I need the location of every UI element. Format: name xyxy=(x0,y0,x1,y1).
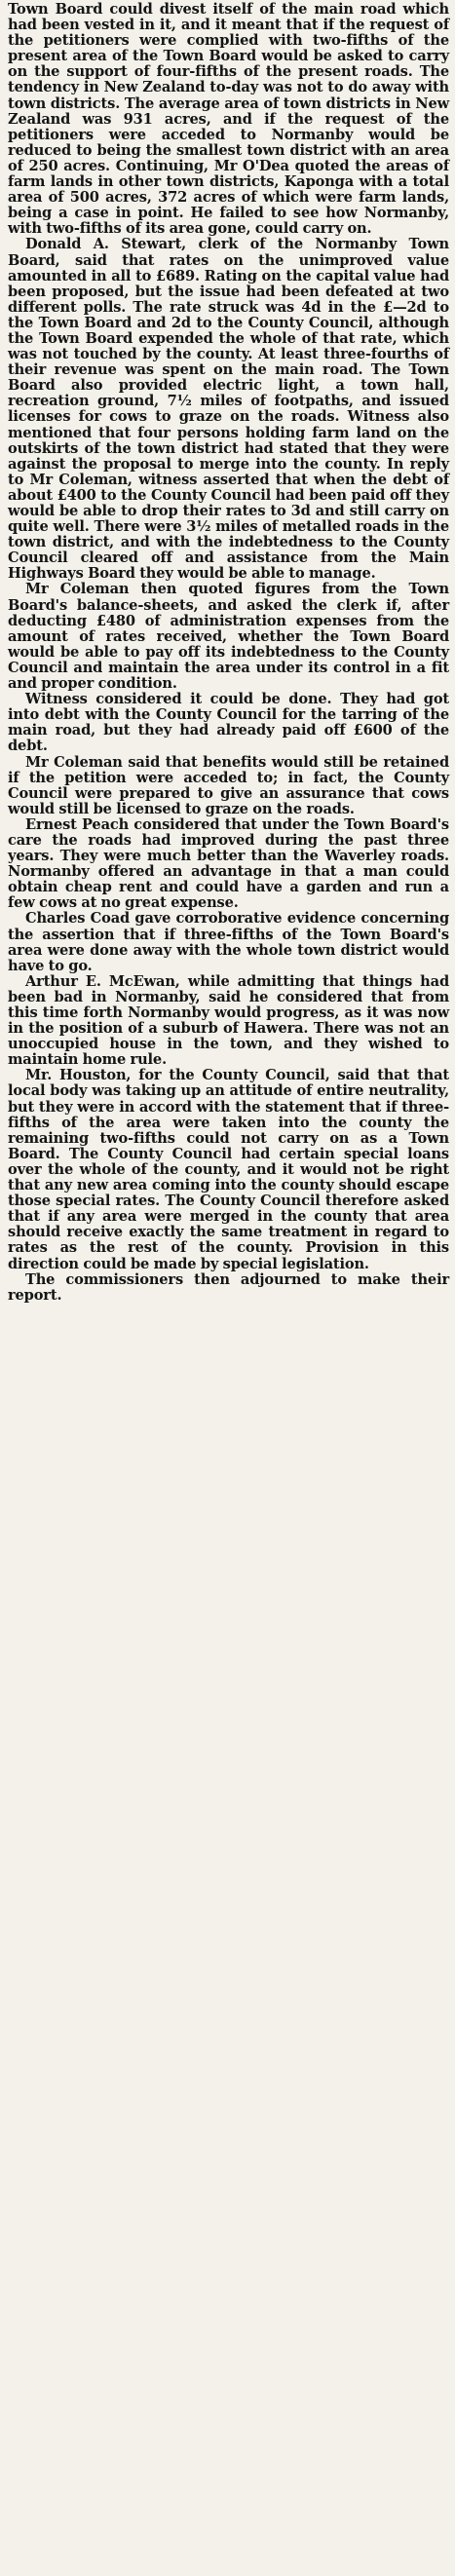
article-paragraph: Donald A. Stewart, clerk of the Normanby Town Board, said that rates on the unimproved value amounted in all to £689. Rating on the capital value had been proposed, but the issue had been defeated at two different polls. The rate struck was 4d in the £—2d to the Town Board and 2d to the County Council, although the Town Board expended the whole of that rate, which was not touched by the county. At least three-fourths of their revenue was spent on the main road. The Town Board also provided electric light, a town hall, recreation ground, 7½ miles of footpaths, and issued licenses for cows to graze on the roads. Witness also mentioned that four persons holding farm land on the outskirts of the town district had stated that they were against the proposal to merge into the county. In reply to Mr Coleman, witness asserted that when the debt of about £400 to the County Council had been paid off they would be able to drop their rates to 3d and still carry on quite well. There were 3½ miles of metalled roads in the town district, and with the indebtedness to the County Council cleared off and assistance from the Main Highways Board they would be able to manage. xyxy=(8,236,449,583)
article-paragraph: Mr. Houston, for the County Council, said that that local body was taking up an attitude of entire neutrality, but they were in accord with the statement that if three-fifths of the area were taken into the county the remaining two-fifths could not carry on as a Town Board. The County Council had certain special loans over the whole of the county, and it would not be right that any new area coming into the county should escape those special rates. The County Council therefore asked that if any area were merged in the county that area should receive exactly the same treatment in regard to rates as the rest of the county. Provision in this direction could be made by special legislation. xyxy=(8,1067,449,1272)
article-paragraph: Witness considered it could be done. They had got into debt with the County Council for the tarring of the main road, but they had already paid off £600 of the debt. xyxy=(8,691,449,755)
article-paragraph: Arthur E. McEwan, while admitting that things had been bad in Normanby, said he considered that from this time forth Normanby would progress, as it was now in the position of a suburb of Hawera. There was not an unoccupied house in the town, and they wished to maintain home rule. xyxy=(8,972,449,1069)
article-paragraph: The commissioners then adjourned to make their report. xyxy=(8,1270,449,1304)
article-paragraph: Mr Coleman said that benefits would still be retained if the petition were acceded to; in fact, the County Council were prepared to give an assurance that cows would still be licensed to graze on the roads. xyxy=(8,753,449,817)
article-paragraph: Ernest Peach considered that under the Town Board's care the roads had improved during the past three years. They were much better than the Waverley roads. Normanby offered an advantage in that a man could obtain cheap rent and could have a garden and run a few cows at no great expense. xyxy=(8,815,449,912)
article-paragraph: Charles Coad gave corroborative evidence concerning the assertion that if three-fifths of the Town Board's area were done away with the whole town district would have to go. xyxy=(8,910,449,974)
article-paragraph: Mr Coleman then quoted figures from the Town Board's balance-sheets, and asked the clerk if, after deducting £480 of administration expenses from the amount of rates received, whether the Town Board would be able to pay off its indebtedness to the County Council and maintain the area under its control in a fit and proper condition. xyxy=(8,581,449,693)
article-paragraph: Town Board could divest itself of the main road which had been vested in it, and it meant that if the request of the petitioners were complied with two-fifths of the present area of the Town Board would be asked to carry on the support of four-fifths of the present roads. The tendency in New Zealand to-day was not to do away with town districts. The average area of town districts in New Zealand was 931 acres, and if the request of the petitioners were acceded to Normanby would be reduced to being the smallest town district with an area of 250 acres. Continuing, Mr O'Dea quoted the areas of farm lands in other town districts, Kaponga with a total area of 500 acres, 372 acres of which were farm lands, being a case in point. He failed to see how Normanby, with two-fifths of its area gone, could carry on. xyxy=(8,1,449,238)
